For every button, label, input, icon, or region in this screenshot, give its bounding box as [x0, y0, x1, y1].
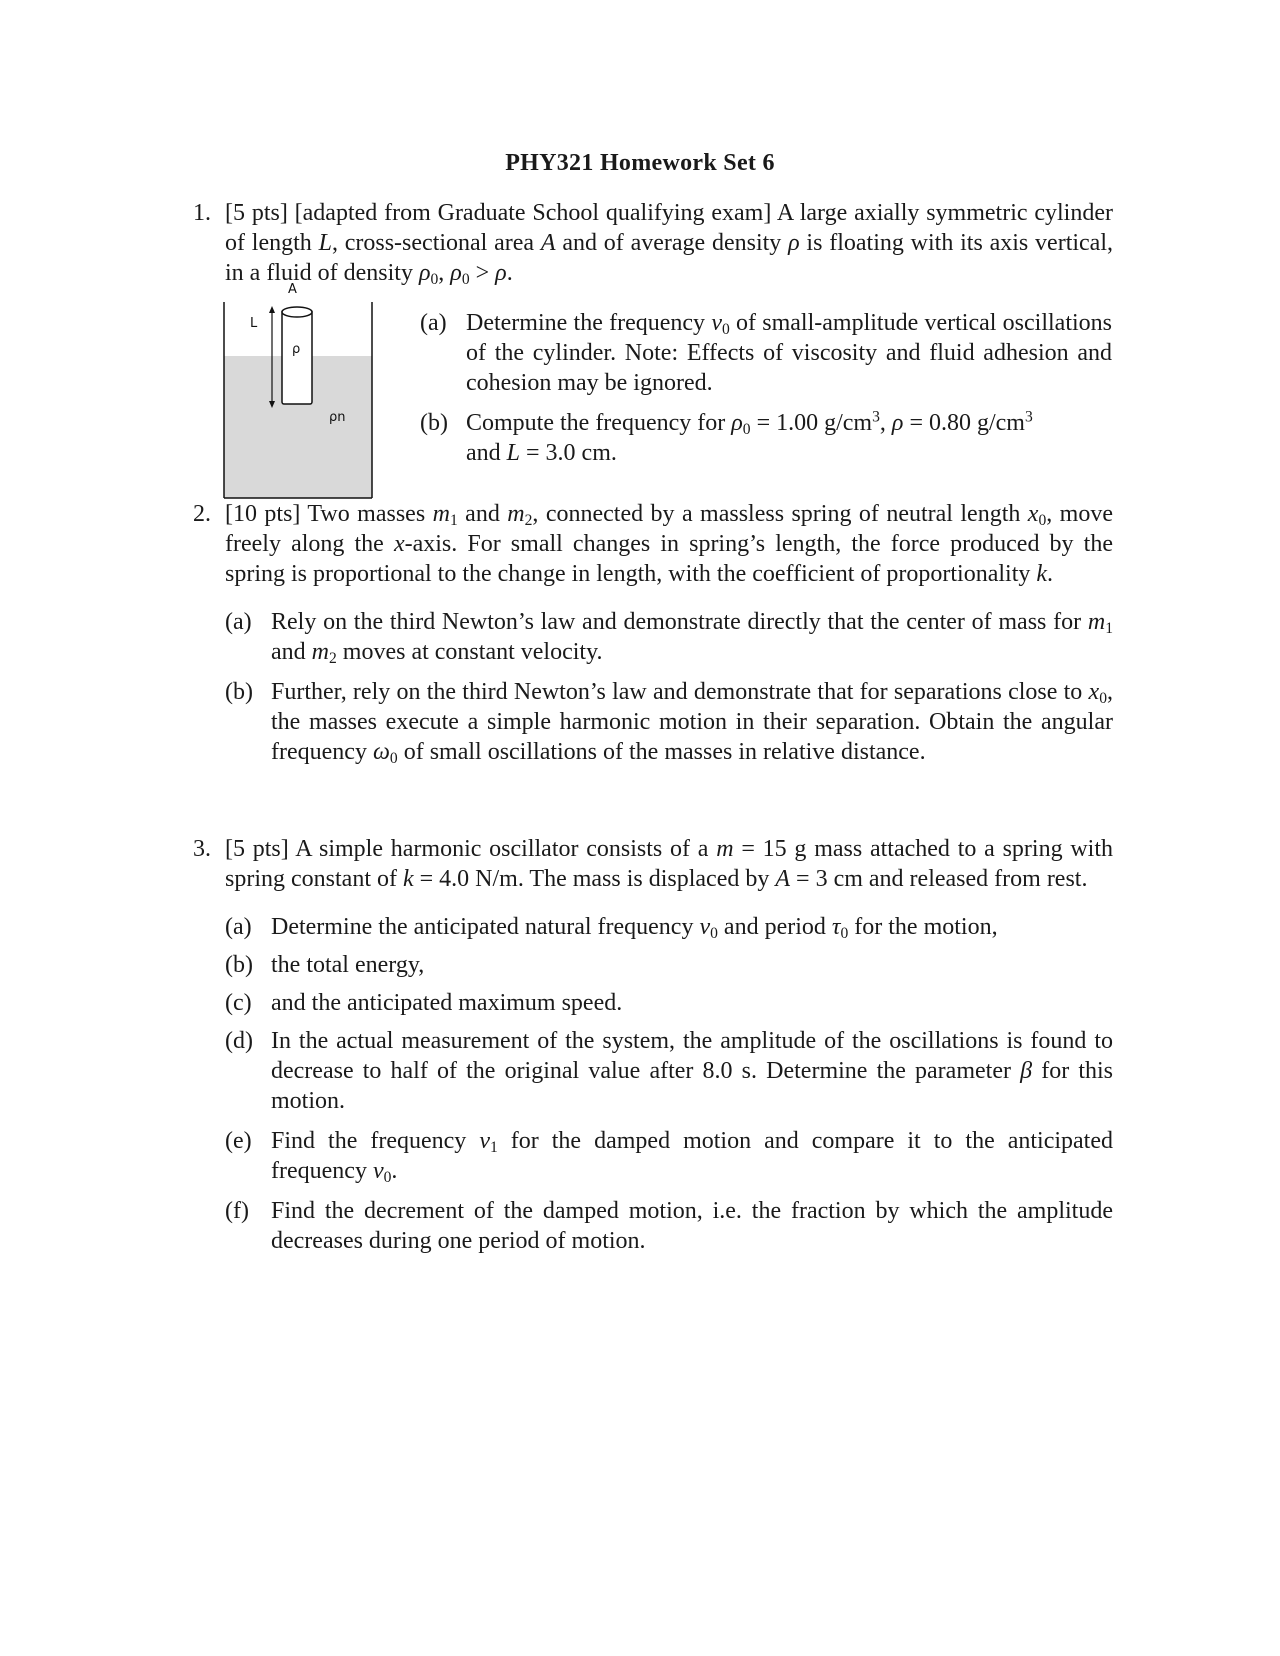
- problem-1-part-b: (b) Compute the frequency for $\rho_0 = 1.00$ $g/cm^3$, ρ = 0.80 $g/cm^3$ and L = 3.0 cm.: [420, 408, 1033, 466]
- cylinder-diagram: [218, 296, 378, 506]
- problem-2-statement: [10 pts] Two masses $m_1$ and $m_2$, connected by a massless spring of neutral length $x_0$, move freely along the x-axis. For small changes in spring’s length, the force produced by the spring is proportional to the change in length, with the coefficient of proportionality k.: [225, 501, 1113, 587]
- problem-2: [193, 499, 1113, 767]
- problem-number: 1.: [193, 200, 211, 226]
- problem-3-part-e: (e) Find the frequency $\nu_1$ for the damped motion and compare it to the anticipated frequency $\nu_0$.: [225, 1128, 1114, 1186]
- problem-3-statement: [5 pts] A simple harmonic oscillator consists of a m = 15 g mass attached to a spring with spring constant of k = 4.0 N/m. The mass is displaced by A = 3 cm and released from rest.: [225, 836, 1114, 892]
- fluid-density-label: ρn: [329, 410, 346, 425]
- problem-3-part-a: (a) Determine the anticipated natural frequency $\nu_0$ and period $\tau_0$ for the motion,: [225, 914, 998, 942]
- problem-2-part-a: (a) Rely on the third Newton’s law and demonstrate directly that the center of mass for $m_1$ and $m_2$ moves at constant velocity.: [225, 609, 1113, 667]
- problem-number: 3.: [193, 836, 211, 862]
- problem-3-part-f: (f) Find the decrement of the damped motion, i.e. the fraction by which the amplitude decreases during one period of motion.: [225, 1198, 1113, 1254]
- problem-3-part-d: (d) In the actual measurement of the system, the amplitude of the oscillations is found to decrease to half of the original value after 8.0 s. Determine the parameter β for this motion.: [225, 1028, 1113, 1114]
- problem-3: [193, 834, 1113, 1256]
- problem-1-parts: [420, 308, 1112, 468]
- problem-1-statement: [5 pts] [adapted from Graduate School qualifying exam] A large axially symmetric cylinder of length L, cross-sectional area A and of average density ρ is floating with its axis vertical, in a fluid of density $\rho_0$, $\rho_0 > \rho$.: [225, 200, 1114, 288]
- problem-3-part-b: (b) the total energy,: [225, 952, 425, 978]
- problem-3-part-c: (c) and the anticipated maximum speed.: [225, 990, 623, 1016]
- problem-1: [193, 198, 1113, 288]
- page-title: PHY321 Homework Set 6: [505, 150, 775, 176]
- length-label: L: [250, 316, 258, 331]
- area-label: A: [288, 282, 297, 297]
- cylinder-density-label: ρ: [292, 342, 301, 357]
- problem-1-part-a: (a) Determine the frequency $\nu_0$ of small-amplitude vertical oscillations of the cylinder. Note: Effects of viscosity and fluid adhesion and cohesion may be ignored.: [420, 310, 1113, 396]
- problem-2-part-b: (b) Further, rely on the third Newton’s law and demonstrate that for separations close to $x_0$, the masses execute a simple harmonic motion in their separation. Obtain the angular frequency $\omega_0$ of small oscillations of the masses in relative distance.: [225, 679, 1113, 767]
- cylinder: [282, 310, 312, 404]
- floating-cylinder-figure: [218, 282, 378, 506]
- problem-number: 2.: [193, 501, 211, 527]
